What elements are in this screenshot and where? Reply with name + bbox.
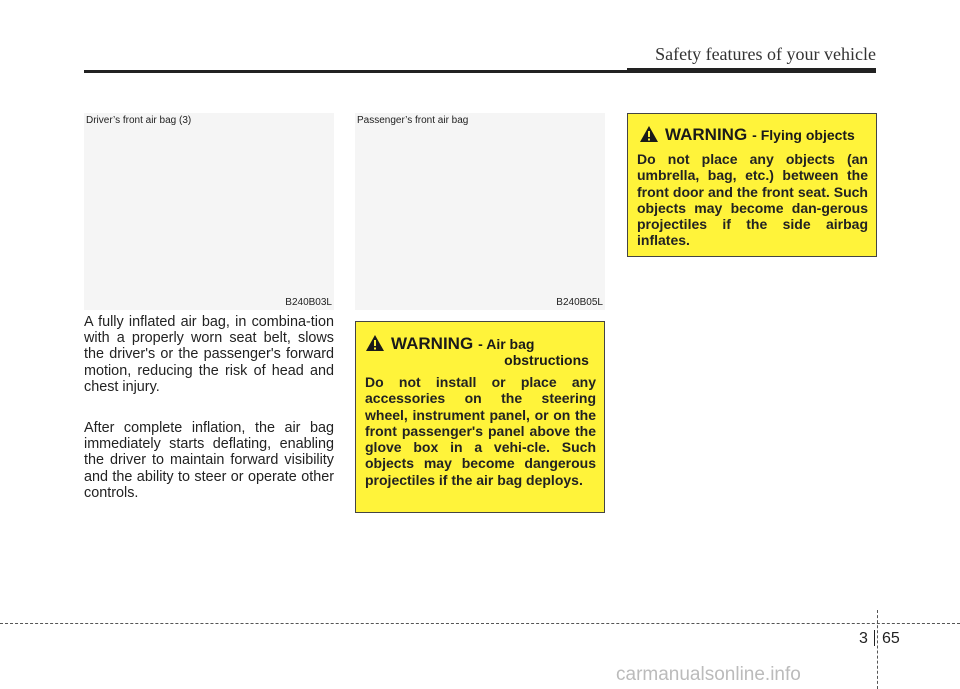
warning-subtitle: - Flying objects bbox=[752, 127, 855, 143]
figure-code: B240B03L bbox=[285, 297, 332, 308]
warning-subtitle-continued: obstructions bbox=[504, 352, 589, 368]
warning-triangle-icon bbox=[639, 125, 659, 143]
header-rule-accent bbox=[627, 68, 876, 73]
figure-code: B240B05L bbox=[556, 297, 603, 308]
footer-dashed-rule bbox=[0, 623, 960, 624]
body-paragraph: A fully inflated air bag, in combina-tion with a properly worn seat belt, slows the driver's or the passenger's forward motion, reducing the risk of head and chest injury. bbox=[84, 314, 334, 395]
warning-box-airbag-obstructions bbox=[355, 321, 605, 513]
warning-text: Do not install or place any accessories on the steering wheel, instrument panel, or on the front passenger's panel above the glove box in a vehi-cle. Such objects may become dangerous projectiles if the air bag deploys. bbox=[365, 374, 596, 488]
figure-caption: Passenger’s front air bag bbox=[357, 115, 469, 126]
warning-triangle-icon bbox=[365, 334, 385, 352]
page-number: 65 bbox=[882, 630, 900, 647]
footer-vertical-rule bbox=[877, 610, 878, 689]
body-paragraph: After complete inflation, the air bag immediately starts deflating, enabling the driver to maintain forward visibility and the ability to steer or operate other controls. bbox=[84, 420, 334, 501]
warning-subtitle: - Air bag bbox=[478, 336, 535, 352]
warning-label: WARNING bbox=[391, 334, 474, 353]
watermark-text: carmanualsonline.info bbox=[616, 664, 801, 685]
warning-label: WARNING bbox=[665, 125, 748, 144]
warning-text: Do not place any objects (an umbrella, bag, etc.) between the front door and the front seat. Such objects may become dan-gerous projectiles if the side airbag inflates. bbox=[637, 151, 868, 249]
page-header-title: Safety features of your vehicle bbox=[655, 44, 876, 64]
page-number-divider bbox=[874, 630, 875, 646]
figure-caption: Driver’s front air bag (3) bbox=[86, 115, 192, 126]
driver-airbag-figure bbox=[84, 113, 334, 310]
passenger-airbag-figure bbox=[355, 113, 605, 310]
warning-box-flying-objects bbox=[627, 113, 877, 257]
chapter-number: 3 bbox=[859, 630, 868, 647]
